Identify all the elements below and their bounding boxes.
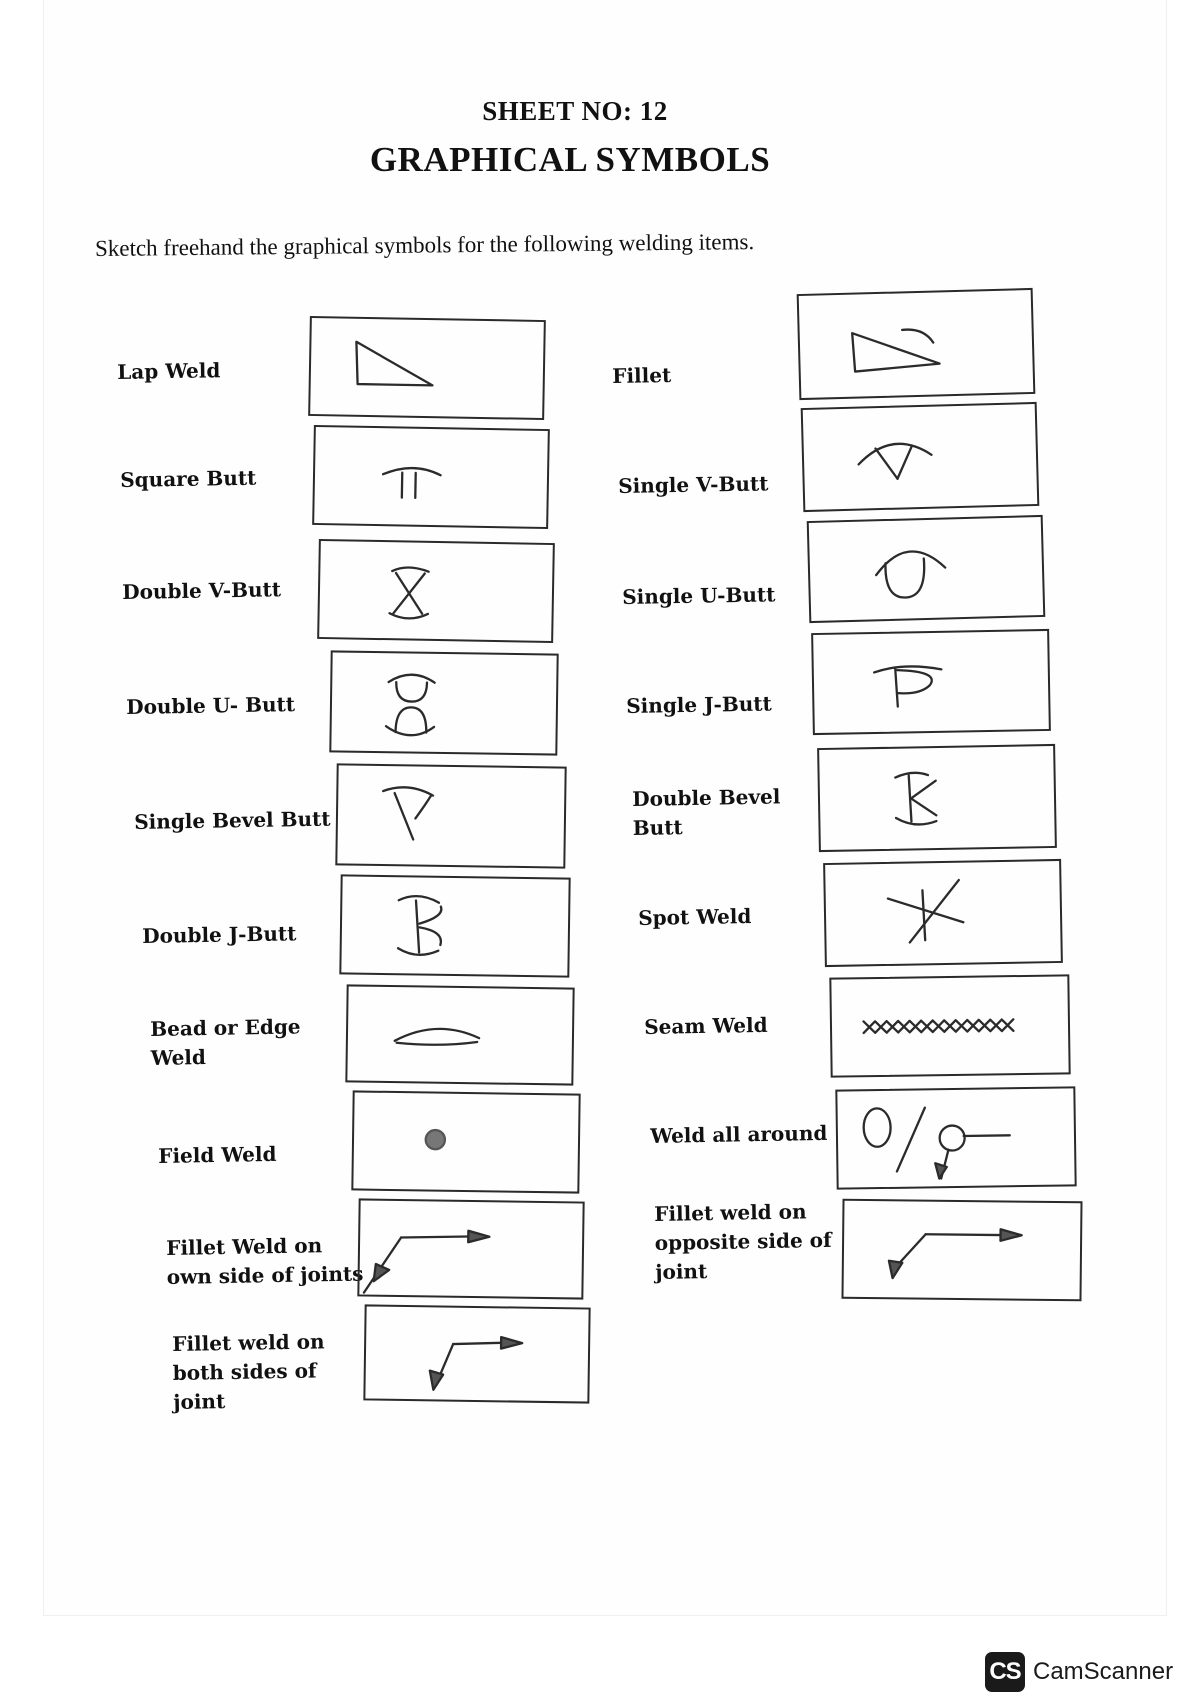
symbol-box-fillet-weld-both-sides — [363, 1304, 590, 1403]
label-seam-weld: Seam Weld — [644, 1012, 768, 1039]
symbol-box-fillet — [797, 288, 1036, 400]
symbol-box-seam-weld — [829, 974, 1070, 1077]
double-j-butt-icon — [341, 876, 568, 975]
symbol-box-lap-weld — [308, 316, 546, 420]
label-lap-weld: Lap Weld — [117, 358, 221, 384]
double-bevel-butt-icon — [819, 746, 1055, 850]
single-bevel-butt-icon — [337, 765, 564, 866]
instruction-text: Sketch freehand the graphical symbols for the following welding items. — [94, 229, 755, 261]
square-butt-icon — [314, 427, 548, 527]
double-u-butt-icon — [331, 652, 556, 753]
symbol-box-single-j-butt — [811, 629, 1051, 735]
symbol-box-double-v-butt — [317, 539, 555, 643]
label-fillet-weld-opposite-side: Fillet weld on opposite side of joint — [654, 1199, 832, 1284]
weld-all-around-icon — [837, 1088, 1074, 1187]
label-double-bevel-butt: Double Bevel Butt — [632, 784, 781, 840]
symbol-box-spot-weld — [823, 859, 1063, 967]
label-single-bevel-butt: Single Bevel Butt — [134, 806, 331, 834]
label-double-v-butt: Double V-Butt — [122, 577, 282, 604]
symbol-box-double-j-butt — [339, 874, 570, 977]
single-v-butt-icon — [803, 404, 1038, 510]
label-square-butt: Square Butt — [120, 465, 257, 492]
camscanner-watermark — [985, 1650, 1173, 1694]
page-title: GRAPHICAL SYMBOLS — [369, 140, 771, 179]
sheet-number: SHEET NO: 12 — [482, 96, 668, 126]
fillet-triangle-icon — [799, 290, 1034, 398]
camscanner-brand: CamScanner — [1033, 1658, 1174, 1685]
label-fillet-weld-both-sides: Fillet weld on both sides of joint — [172, 1329, 325, 1414]
symbol-box-single-bevel-butt — [335, 763, 566, 868]
symbol-box-double-u-butt — [329, 650, 558, 755]
label-spot-weld: Spot Weld — [638, 904, 752, 930]
symbol-box-fillet-weld-own-side — [357, 1198, 584, 1299]
label-single-u-butt: Single U-Butt — [622, 582, 776, 609]
symbol-box-square-butt — [312, 425, 550, 529]
arrow-both-sides-icon — [365, 1306, 588, 1401]
label-weld-all-around: Weld all around — [650, 1120, 828, 1148]
spot-weld-star-icon — [825, 861, 1061, 965]
single-u-butt-icon — [809, 517, 1043, 621]
label-double-u-butt: Double U- Butt — [126, 692, 296, 719]
arrow-opposite-side-icon — [844, 1201, 1081, 1299]
camscanner-logo-icon: CS — [985, 1652, 1025, 1692]
label-field-weld: Field Weld — [158, 1141, 277, 1168]
field-weld-dot-icon — [353, 1092, 578, 1191]
label-bead-or-edge-weld: Bead or Edge Weld — [150, 1014, 301, 1070]
symbol-box-fillet-weld-opposite-side — [841, 1199, 1082, 1302]
symbol-box-single-v-butt — [801, 402, 1040, 512]
symbol-box-single-u-butt — [807, 515, 1046, 623]
symbol-box-weld-all-around — [835, 1086, 1076, 1189]
symbol-box-double-bevel-butt — [817, 744, 1057, 852]
bead-edge-weld-icon — [347, 986, 572, 1083]
arrow-own-side-icon — [359, 1200, 582, 1297]
label-double-j-butt: Double J-Butt — [142, 921, 297, 948]
label-fillet-weld-own-side: Fillet Weld on own side of joints — [166, 1233, 364, 1289]
symbol-box-bead-edge-weld — [345, 984, 574, 1085]
lap-weld-triangle-icon — [310, 318, 544, 418]
single-j-butt-icon — [813, 631, 1049, 733]
label-fillet: Fillet — [612, 362, 672, 388]
label-single-v-butt: Single V-Butt — [618, 471, 769, 498]
double-v-butt-icon — [319, 541, 553, 641]
label-single-j-butt: Single J-Butt — [626, 691, 772, 718]
symbol-box-field-weld — [351, 1090, 580, 1193]
seam-weld-zigzag-icon — [831, 976, 1068, 1075]
